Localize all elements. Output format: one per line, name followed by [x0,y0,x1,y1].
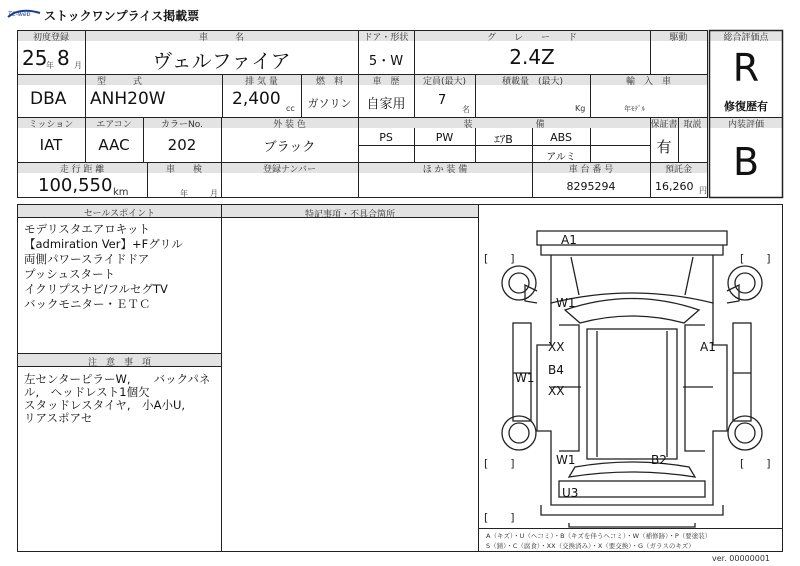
load-unit: Kg [575,104,586,113]
mark-w1-rear: W1 [556,453,576,467]
import-unit: 年ﾓﾃﾞﾙ [624,105,645,113]
mark-b4-center: B4 [548,363,564,377]
mark-b2-rear: B2 [651,453,667,467]
notes-label: 注 意 事 項 [87,358,151,368]
mark-w1-left-upper: W1 [556,296,576,310]
door-shape: 5・W [368,54,404,69]
aircon-label: エアコン [96,120,132,130]
interior-grade-label: 内装評価 [727,120,764,130]
sales-point: イクリプスナビ/フルセグTV [24,282,168,296]
equip-alloy: アルミ [546,152,576,163]
capacity-label: 定員(最大) [422,77,467,87]
tire-bracket-front-right: [ ] [740,252,771,265]
inspection-year-unit: 年 [180,189,188,198]
grade: 2.4Z [509,45,555,69]
warranty-label: 保証書 [650,120,678,130]
damage-legend-line-1: A（キズ）・U（ヘコミ）・B（キズを伴うヘコミ）・W（補修跡）・P（要塗装） [486,532,712,540]
displacement-unit: cc [286,104,295,113]
sales-point: 両側パワースライドドア [24,252,150,266]
fuel: ガソリン [307,97,352,110]
displacement-label: 排 気 量 [245,77,278,87]
equip-airbag: ｴｱB [494,133,513,146]
note-line: 左センターピラーW, バックパネ [24,372,211,386]
equip-pw: PW [435,131,454,144]
equip-ps: PS [379,131,393,144]
first-reg-label: 初度登録 [32,33,69,43]
reg-year: 25 [22,46,48,70]
displacement: 2,400 [232,89,281,109]
tire-bracket-spare: [ ] [484,511,515,524]
repair-history-note: 修復歴有 [724,100,768,113]
sales-points-list [24,222,183,312]
version-label: ver. 00000001 [712,554,771,563]
tire-bracket-front-left: [ ] [484,252,515,265]
mark-xx-lower: XX [548,384,565,398]
exterior-color-label: 外 装 色 [273,120,306,130]
mileage-unit: km [113,187,129,198]
fuel-label: 燃 料 [315,77,343,87]
deposit-unit: 円 [699,186,707,195]
equipment-label: 装 備 [463,120,545,130]
car-name-label: 車 名 [198,33,244,43]
load-label: 積載量 (最大) [501,77,564,87]
import-label: 輸 入 車 [625,77,671,87]
sales-point: プッシュスタート [24,267,115,281]
note-line: ル, ヘッドレスト1個欠 [24,385,150,399]
tire-bracket-rear-left: [ ] [484,457,515,470]
overall-grade: R [732,46,760,90]
car-name: ヴェルファイア [152,49,291,73]
sales-point: バックモニター・ＥＴＣ [24,297,151,311]
mileage-label: 走 行 距 離 [59,165,105,175]
sales-point: 【admiration Ver】+Fグリル [24,237,183,251]
special-notes-label: 特記事項・不具合箇所 [304,210,395,220]
note-line: リアスポアセ [24,411,93,425]
reg-year-unit: 年 [46,61,54,70]
inspection-month-unit: 月 [210,189,218,198]
aircon: AAC [98,136,130,154]
mission: IAT [39,136,63,154]
mark-w1-left-mid: W1 [515,371,535,385]
mileage: 100,550 [38,175,113,196]
mark-a1-front: A1 [561,233,577,247]
reg-month-unit: 月 [74,61,82,70]
note-line: スタッドレスタイヤ, 小A小U, [24,398,186,412]
interior-grade: B [732,140,760,184]
capacity-unit: 名 [462,105,470,114]
grade-label: グ レ ー ド [486,33,577,43]
type-label: 型 式 [96,77,142,87]
mission-label: ミッション [28,120,74,130]
overall-grade-label: 総合評価点 [723,33,769,43]
color-no-label: カラーNo. [161,120,203,130]
history: 自家用 [366,97,406,112]
model-prefix: DBA [30,89,67,109]
damage-legend-line-2: S（錆）・C（腐食）・XX（交換済み）・X（要交換）・G（ガラスのキズ） [486,542,695,550]
mark-u3-bottom: U3 [562,486,579,500]
warranty: 有 [656,138,672,156]
capacity: 7 [438,93,447,108]
equip-abs: ABS [550,131,572,144]
deposit: 16,260 [655,180,694,193]
page-title: ストックワンプライス掲載票 [44,9,200,23]
deposit-label: 預託金 [664,165,692,175]
logo-text: TC-web [8,11,31,18]
sales-points-label: セールスポイント [83,209,156,219]
reg-month: 8 [57,46,70,70]
notes-list [24,373,210,425]
history-label: 車 歴 [372,77,400,87]
drive-label: 駆動 [669,33,688,43]
color-no: 202 [167,136,197,154]
plate-label: 登録ナンバー [263,165,316,175]
door-label: ドア・形状 [363,33,409,43]
car-damage-diagram [479,205,782,528]
vin: 8295294 [566,180,616,193]
inspection-label: 車 検 [165,165,202,175]
tire-bracket-rear-right: [ ] [740,457,771,470]
vin-label: 車 台 番 号 [568,165,614,175]
sales-point: モデリスタエアロキット [24,222,151,236]
other-equipment-label: ほ か 装 備 [422,165,468,175]
model-code: ANH20W [90,89,166,109]
mark-xx-upper: XX [548,340,565,354]
manual-label: 取説 [683,120,702,130]
mark-a1-right: A1 [700,340,716,354]
exterior-color: ブラック [263,140,316,155]
